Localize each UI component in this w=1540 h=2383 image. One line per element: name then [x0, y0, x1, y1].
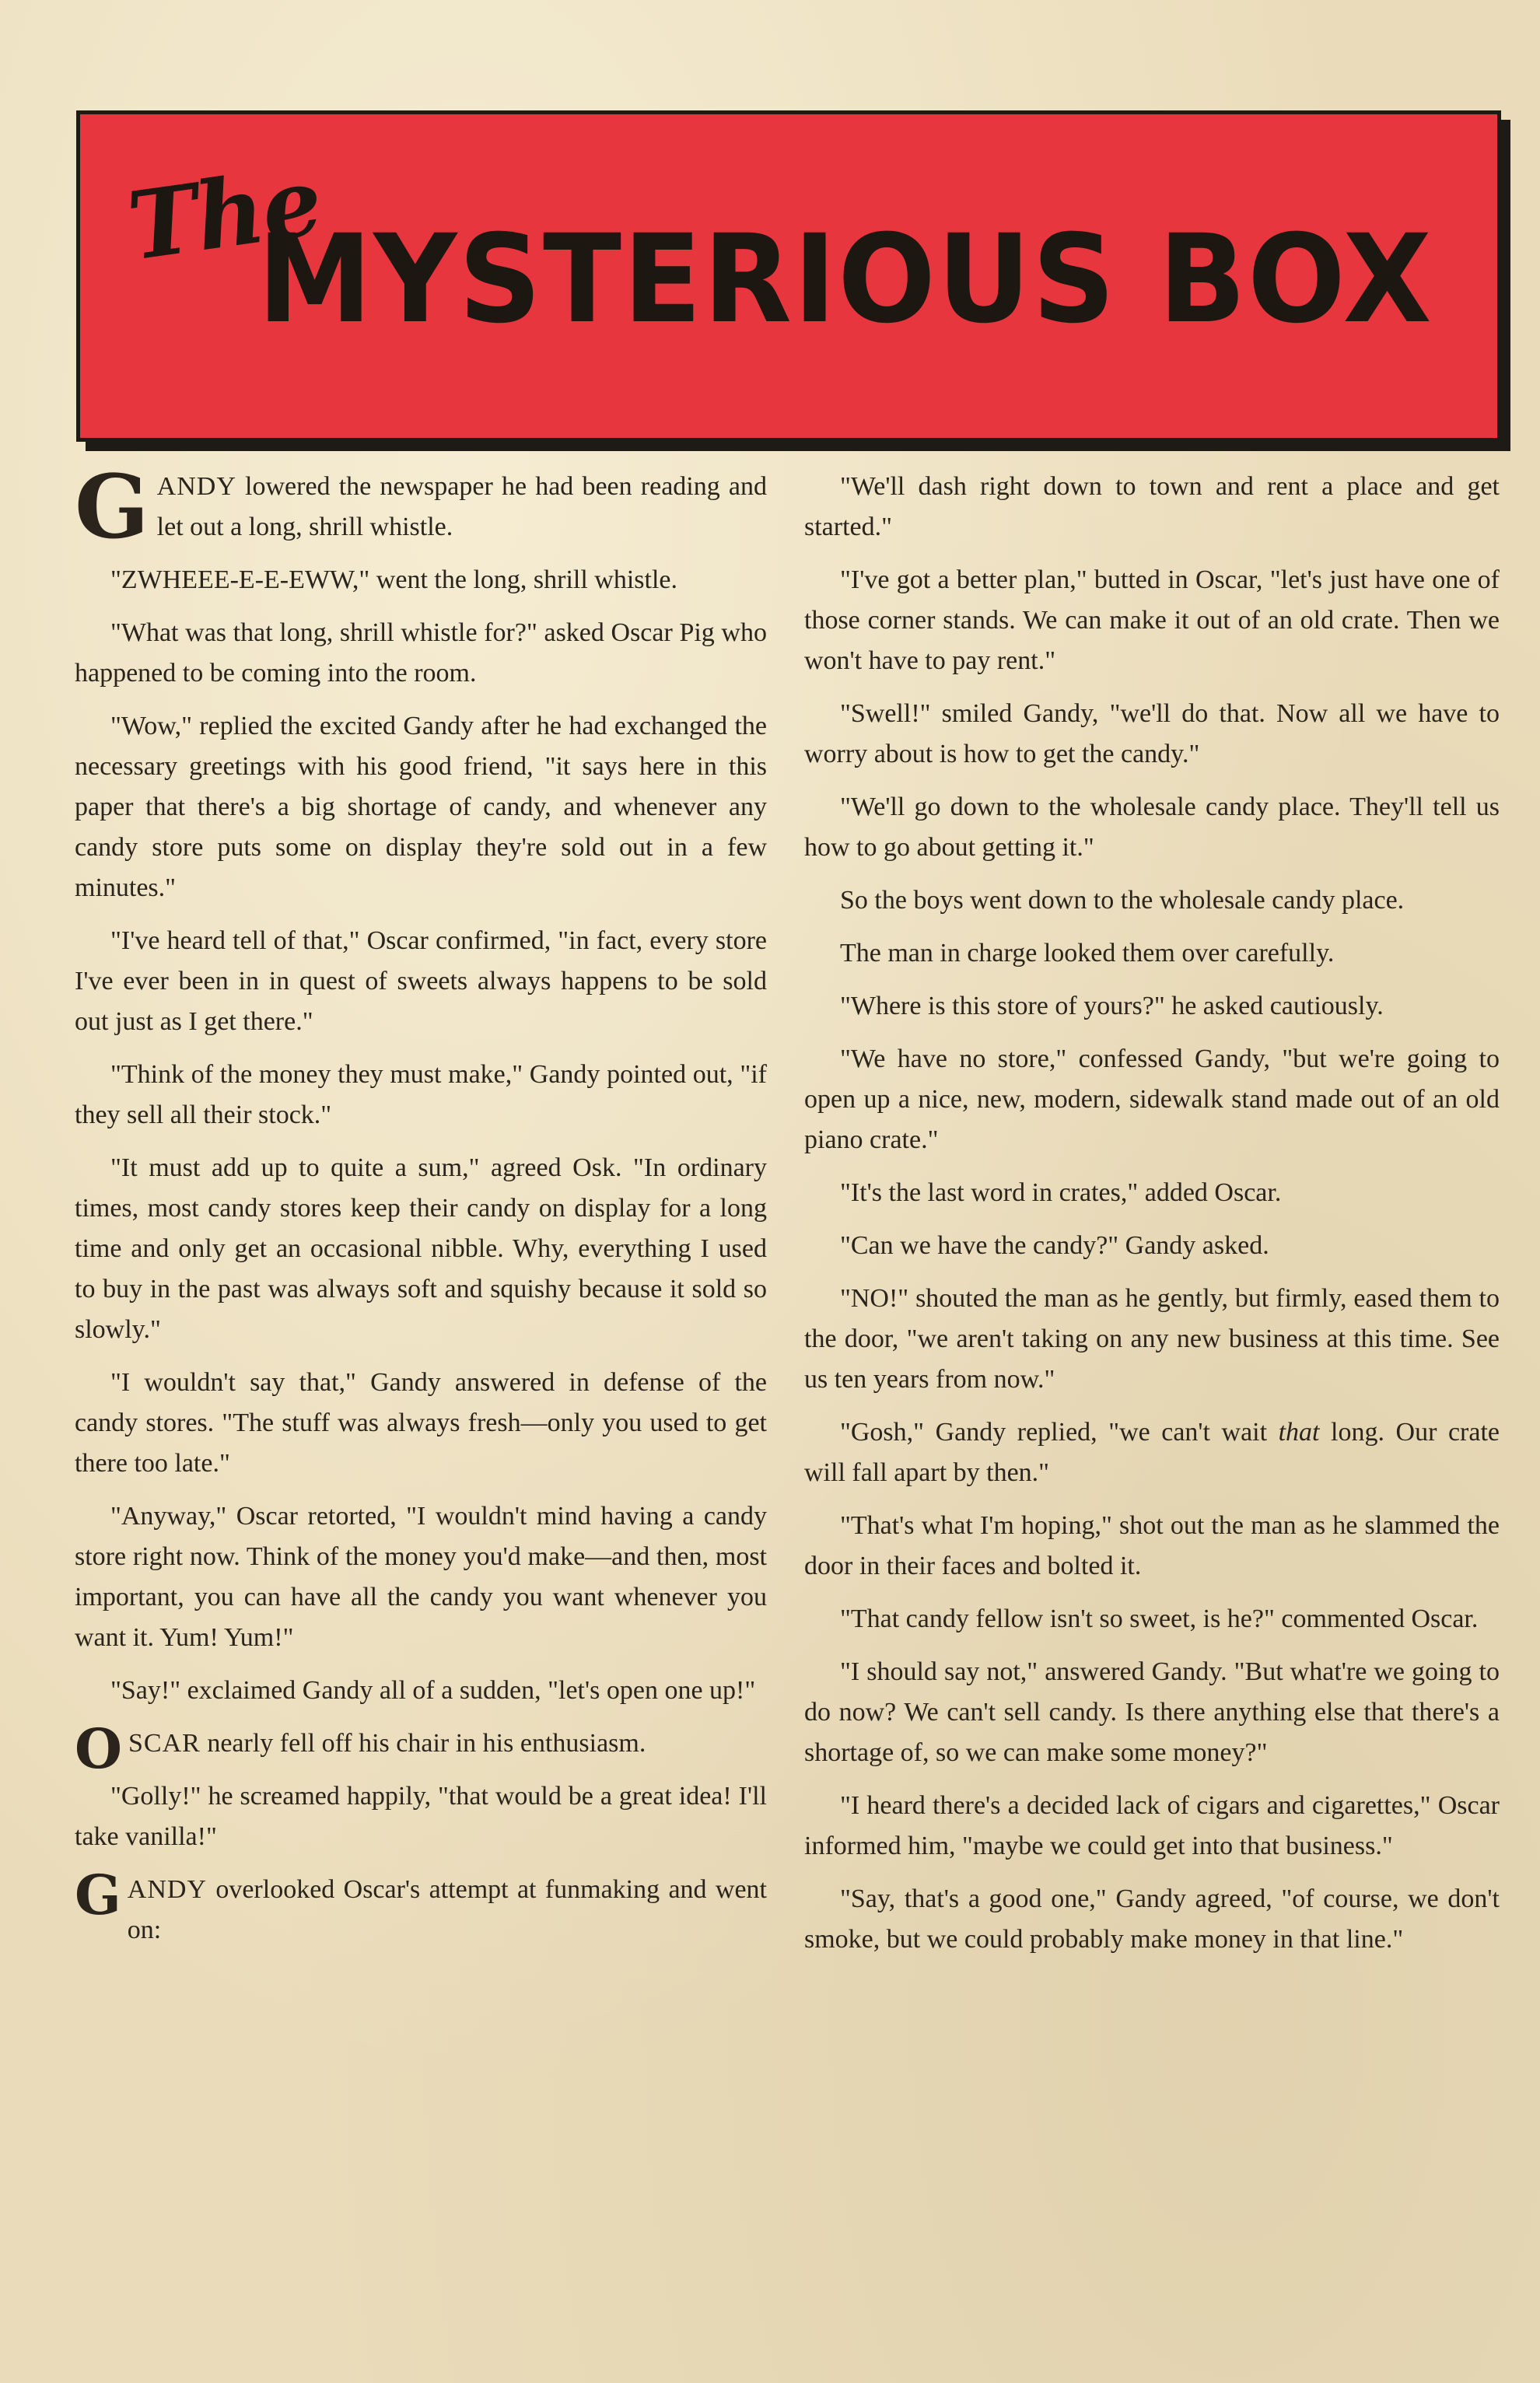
drop-cap: G	[75, 457, 149, 558]
paragraph: "That's what I'm hoping," shot out the man as he slammed the door in their faces and bolted it.	[804, 1511, 1500, 1580]
paragraph-text: "Gosh," Gandy replied, "we can't wait	[840, 1418, 1279, 1447]
drop-cap: G	[75, 1863, 121, 1927]
paragraph: "We'll go down to the wholesale candy place. They'll tell us how to go about getting it."	[804, 793, 1500, 862]
drop-cap: O	[75, 1716, 122, 1781]
paragraph: "I wouldn't say that," Gandy answered in defense of the candy stores. "The stuff was always fresh—only you used to get there too late."	[75, 1368, 767, 1478]
paragraph-text: long. Our crate will fall apart by then."	[804, 1418, 1500, 1487]
paragraph: "It must add up to quite a sum," agreed Osk. "In ordinary times, most candy stores keep their candy on display for a long time and only get an occasional nibble. Why, everything I used to buy in the past was always soft and squishy because it sold so slowly."	[75, 1153, 767, 1344]
paragraph	[804, 1412, 1500, 1493]
paragraph: "Where is this store of yours?" he asked cautiously.	[840, 992, 1384, 1020]
paragraph: The man in charge looked them over carefully.	[840, 939, 1335, 968]
paragraph: "I should say not," answered Gandy. "But what're we going to do now? We can't sell candy. Is there anything else that there's a shortage of, so we can make some money?"	[804, 1657, 1500, 1767]
lead-word: SCAR	[128, 1729, 201, 1758]
paragraph: "That candy fellow isn't so sweet, is he?" commented Oscar.	[840, 1604, 1479, 1633]
title-the: The	[121, 146, 327, 282]
paragraph: "Say!" exclaimed Gandy all of a sudden, "let's open one up!"	[110, 1676, 756, 1705]
paragraph: "ZWHEEE-E-E-EWW," went the long, shrill whistle.	[110, 565, 677, 594]
paragraph-text: lowered the newspaper he had been reading and let out a long, shrill whistle.	[156, 472, 767, 541]
paragraph: "Think of the money they must make," Gandy pointed out, "if they sell all their stock."	[75, 1060, 767, 1129]
paragraph: "Golly!" he screamed happily, "that would be a great idea! I'll take vanilla!"	[75, 1782, 767, 1851]
lead-word: ANDY	[127, 1875, 207, 1904]
paragraph: "I've heard tell of that," Oscar confirmed, "in fact, every store I've ever been in in quest of sweets always happens to be sold out just as I get there."	[75, 926, 767, 1036]
emphasis: that	[1278, 1418, 1320, 1447]
paragraph-text: nearly fell off his chair in his enthusiasm.	[200, 1729, 646, 1758]
paragraph: "NO!" shouted the man as he gently, but firmly, eased them to the door, "we aren't taking on any new business at this time. See us ten years from now."	[804, 1284, 1500, 1394]
paragraph: "Anyway," Oscar retorted, "I wouldn't mind having a candy store right now. Think of the money you'd make—and then, most important, you can have all the candy you want whenever you want it. Yum! Yum!"	[75, 1502, 767, 1652]
paragraph-text: overlooked Oscar's attempt at funmaking and went on:	[127, 1875, 767, 1944]
story-title: MYSTERIOUS BOX	[257, 208, 1433, 351]
right-text-column	[804, 467, 1500, 1972]
paragraph: "What was that long, shrill whistle for?" asked Oscar Pig who happened to be coming into the room.	[75, 618, 767, 688]
paragraph: "I heard there's a decided lack of cigars and cigarettes," Oscar informed him, "maybe we could get into that business."	[804, 1791, 1500, 1860]
paragraph: "Can we have the candy?" Gandy asked.	[840, 1231, 1269, 1260]
paragraph	[75, 1716, 767, 1781]
left-text-column	[75, 457, 767, 1963]
paragraph: "We'll dash right down to town and rent a place and get started."	[804, 472, 1500, 541]
paragraph: "Wow," replied the excited Gandy after he had exchanged the necessary greetings with his good friend, "it says here in this paper that there's a big shortage of candy, and whenever any candy store puts some on display they're sold out in a few minutes."	[75, 712, 767, 902]
paragraph: "Swell!" smiled Gandy, "we'll do that. Now all we have to worry about is how to get the candy."	[804, 699, 1500, 768]
paragraph: "Say, that's a good one," Gandy agreed, "of course, we don't smoke, but we could probably make money in that line."	[804, 1884, 1500, 1954]
paragraph	[75, 1863, 767, 1951]
paragraph: "It's the last word in crates," added Oscar.	[840, 1178, 1282, 1207]
paragraph: "We have no store," confessed Gandy, "but we're going to open up a nice, new, modern, sidewalk stand made out of an old piano crate."	[804, 1045, 1500, 1154]
paragraph: "I've got a better plan," butted in Oscar, "let's just have one of those corner stands. We can make it out of an old crate. Then we won't have to pay rent."	[804, 565, 1500, 675]
paragraph	[75, 457, 767, 558]
title-banner	[76, 110, 1501, 442]
lead-word: ANDY	[156, 472, 236, 501]
paragraph: So the boys went down to the wholesale candy place.	[840, 886, 1405, 915]
